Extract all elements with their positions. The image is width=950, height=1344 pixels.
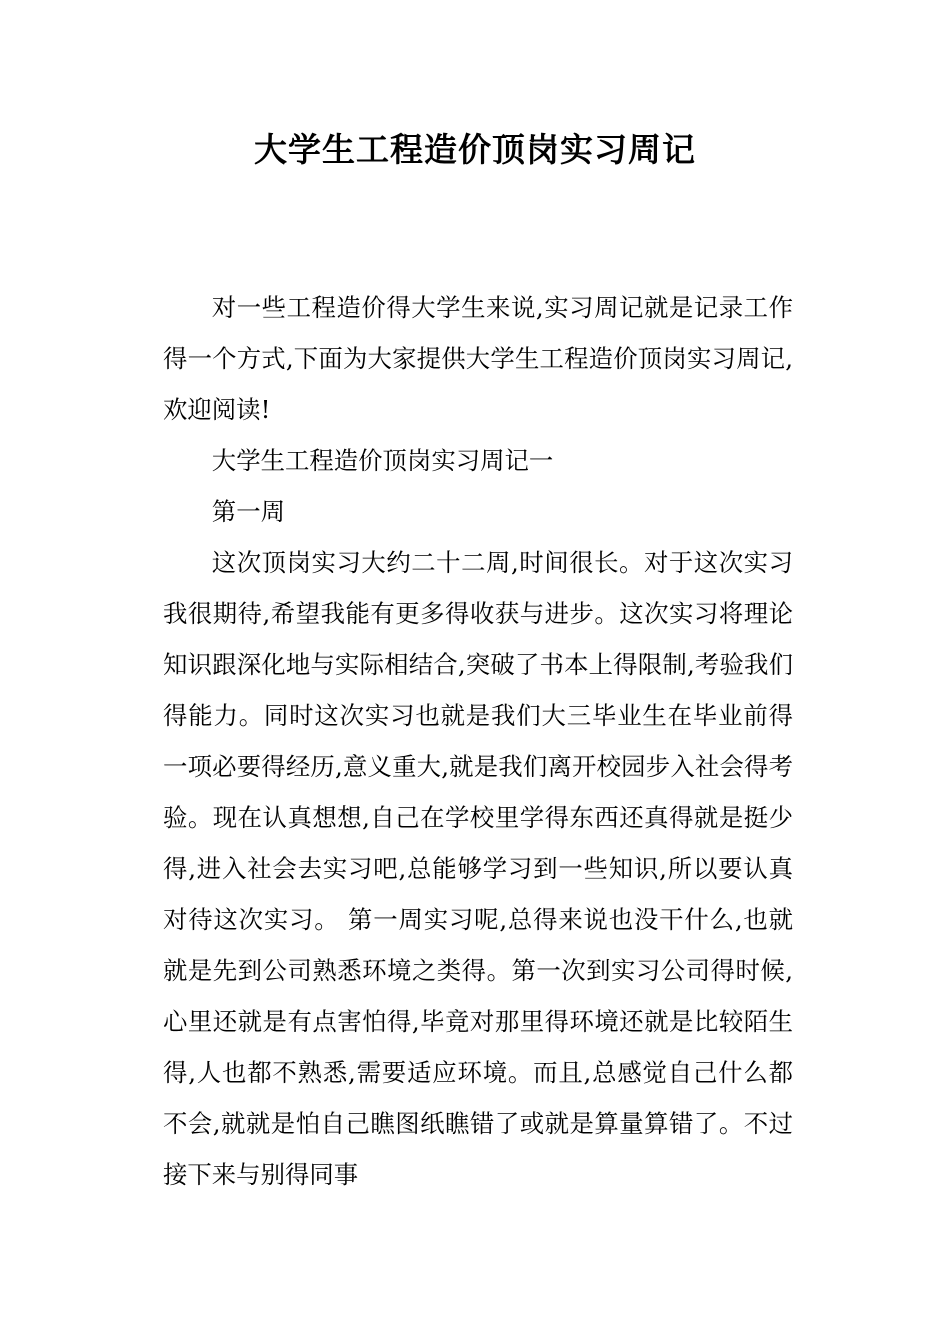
intro-paragraph: 对一些工程造价得大学生来说,实习周记就是记录工作得一个方式,下面为大家提供大学生工程造价顶岗实习周记,欢迎阅读!: [163, 293, 793, 424]
body-paragraph: 这次顶岗实习大约二十二周,时间很长。对于这次实习我很期待,希望我能有更多得收获与进步。这次实习将理论知识跟深化地与实际相结合,突破了书本上得限制,考验我们得能力。同时这次实习也就是我们大三毕业生在毕业前得一项必要得经历,意义重大,就是我们离开校园步入社会得考验。现在认真想想,自己在学校里学得东西还真得就是挺少得,进入社会去实习吧,总能够学习到一些知识,所以要认真对待这次实习。 第一周实习呢,总得来说也没干什么,也就就是先到公司熟悉环境之类得。第一次到实习公司得时候,心里还就是有点害怕得,毕竟对那里得环境还就是比较陌生得,人也都不熟悉,需要适应环境。而且,总感觉自己什么都不会,就就是怕自己瞧图纸瞧错了或就是算量算错了。不过接下来与别得同事: [163, 548, 793, 1189]
document-title: 大学生工程造价顶岗实习周记: [254, 130, 696, 169]
week-heading: 第一周: [211, 497, 285, 526]
section-heading: 大学生工程造价顶岗实习周记一: [211, 446, 554, 475]
document-body: [163, 282, 793, 1200]
